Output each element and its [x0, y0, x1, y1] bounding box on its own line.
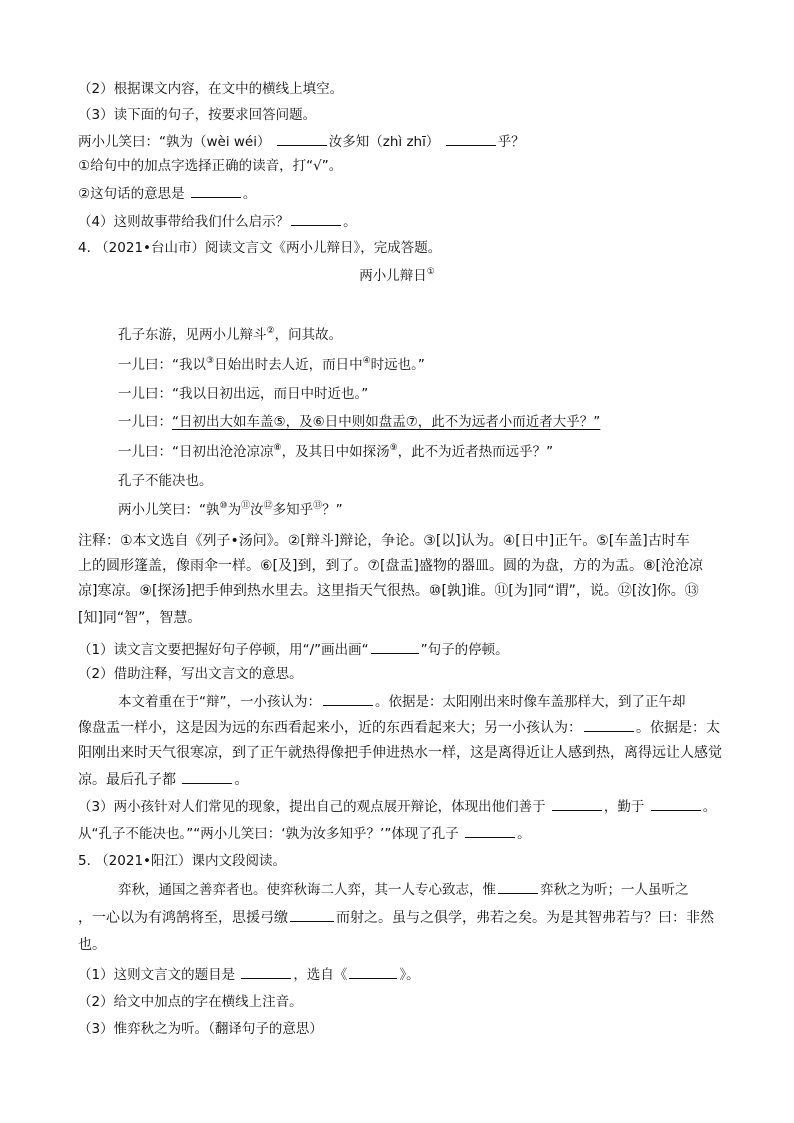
- answer-blank[interactable]: [465, 824, 515, 838]
- answer-blank[interactable]: [182, 770, 232, 784]
- question-text: ，选自《: [293, 967, 348, 983]
- q5-sub2: （2）给文中加点的字在横线上注音。: [78, 994, 303, 1010]
- q4-sub2: （2）借助注释，写出文言文的意思。: [78, 666, 303, 682]
- passage-text: ，一心以为有鸿鹄将至，思援弓缴: [78, 910, 288, 926]
- q3-sentence-part1: 两小儿笑曰：“孰为（wèi wéi）: [78, 134, 271, 150]
- passage-line-6: 孔子不能决也。: [118, 473, 213, 489]
- q3-item2: [78, 184, 724, 203]
- answer-blank[interactable]: [290, 908, 334, 922]
- footnote-marker: ⑬: [313, 501, 323, 511]
- q3-item1: ①给句中的加点字选择正确的读音，打“√”。: [78, 158, 343, 174]
- answer-blank[interactable]: [349, 965, 397, 979]
- q3-item2-text: ②这句话的意思是: [78, 186, 185, 202]
- question-text: 从“孔子不能决也。”“两小儿笑曰：‘孰为汝多知乎？’”体现了孔子: [78, 826, 459, 842]
- notes-line-1: 注释：①本文选自《列子•汤问》。②[辩斗]辩论，争论。③[以]认为。④[日中]正午。⑤[车盖]古时车: [78, 533, 690, 549]
- question-text: 。: [517, 826, 531, 842]
- passage-text: ，及其日中如探汤: [281, 444, 390, 460]
- notes-line-2: 上的圆形篷盖，像雨伞一样。⑥[及]到，到了。⑦[盘盂]盛物的器皿。圆的为盘，方的为盂。⑧[沧沧凉: [78, 558, 703, 574]
- question-text: 。依据是：太: [636, 720, 720, 736]
- passage-text: ？”: [322, 502, 343, 518]
- passage-text: ，问其故。: [274, 327, 343, 343]
- footnote-marker: ⑧: [273, 443, 282, 453]
- passage-line-4: [118, 413, 724, 431]
- passage-text: 孔子东游，见两小儿辩斗: [118, 327, 267, 343]
- notes-line-3: 凉]寒凉。⑨[探汤]把手伸到热水里去。这里指天气很热。⑩[孰]谁。⑪[为]同“谓”，说。⑫[汝]你。⑬: [78, 583, 699, 599]
- underlined-sentence: “日初出大如车盖⑤，及⑥日中则如盘盂⑦，此不为远者小而近者大乎？”: [172, 414, 601, 430]
- passage-line-2: [118, 356, 724, 374]
- passage-line-7: [118, 501, 724, 519]
- q3-sub4: [78, 212, 724, 231]
- footnote-marker: ③: [206, 356, 215, 366]
- q5-intro: 5. （2021•阳江）课内文段阅读。: [78, 853, 286, 869]
- q3-sentence-part2: 汝多知（zhì zhī）: [328, 134, 440, 150]
- answer-blank[interactable]: [446, 132, 496, 146]
- q5-passage-2: [78, 908, 724, 927]
- q4-sub2-para-1: [118, 692, 724, 711]
- passage-text: 弈秋，通国之善弈者也。使弈秋诲二人弈，其一人专心致志，惟: [118, 882, 496, 898]
- q3-sub4-end: 。: [343, 214, 357, 230]
- passage-text: 为: [227, 502, 242, 518]
- question-text: 。: [702, 799, 717, 815]
- q3-sentence-part3: 乎？: [497, 134, 525, 150]
- notes-line-4: [知]同“智”，智慧。: [78, 610, 202, 626]
- q5-passage-3: 也。: [78, 937, 106, 953]
- footnote-marker: ⑪: [241, 501, 251, 511]
- footnote-marker: ⑩: [219, 501, 228, 511]
- question-text: 本文着重在于“辩”，一小孩认为：: [118, 694, 321, 710]
- answer-blank[interactable]: [552, 797, 602, 811]
- passage-text: 而射之。虽与之俱学，弗若之矣。为是其智弗若与？曰：非然: [336, 910, 714, 926]
- q4-sub1: [78, 640, 724, 659]
- q3-sub4-text: （4）这则故事带给我们什么启示？: [78, 214, 290, 230]
- footnote-marker: ⑫: [263, 501, 273, 511]
- q4-sub3: [78, 797, 724, 816]
- passage-text: 一儿曰：“日初出沧沧凉凉: [118, 444, 274, 460]
- q4-intro: 4. （2021•台山市）阅读文言文《两小儿辩日》，完成答题。: [78, 240, 442, 256]
- answer-blank[interactable]: [291, 212, 341, 226]
- q3-item2-end: 。: [242, 186, 257, 202]
- q3-sentence: [78, 132, 724, 151]
- answer-blank[interactable]: [371, 640, 419, 654]
- q5-sub3: （3）惟弈秋之为听。（翻译句子的意思）: [78, 1021, 323, 1037]
- passage-text: 时远也。”: [370, 357, 425, 373]
- footnote-marker: ①: [426, 267, 435, 277]
- q3-sub2: （2）根据课文内容，在文中的横线上填空。: [78, 81, 344, 97]
- passage-text: 一儿曰：“我以: [118, 357, 206, 373]
- question-text: （1）读文言文要把握好句子停顿，用“/”画出画“: [78, 642, 369, 658]
- passage-text: ，此不为近者热而远乎？”: [397, 444, 554, 460]
- answer-blank[interactable]: [584, 718, 634, 732]
- answer-blank[interactable]: [323, 692, 373, 706]
- answer-blank[interactable]: [241, 965, 291, 979]
- q4-passage-title: [0, 267, 794, 285]
- answer-blank[interactable]: [277, 132, 327, 146]
- passage-text: 一儿曰：: [118, 414, 172, 430]
- q4-sub2-para-4: [78, 770, 724, 789]
- answer-blank[interactable]: [498, 880, 538, 894]
- question-text: 像盘盂一样小，这是因为远的东西看起来小，近的东西看起来大；另一小孩认为：: [78, 720, 582, 736]
- footnote-marker: ②: [266, 326, 275, 336]
- passage-line-1: [118, 326, 724, 344]
- question-text: （3）两小孩针对人们常见的现象，提出自己的观点展开辩论，体现出他们善于: [78, 799, 546, 815]
- q4-sub3-cont: [78, 824, 724, 843]
- question-text: ”句子的停顿。: [420, 642, 509, 658]
- question-text: 。: [234, 772, 249, 788]
- q4-sub2-para-2: [78, 718, 724, 737]
- passage-text: 日始出时去人近，而日中: [214, 357, 363, 373]
- q5-sub1: [78, 965, 724, 984]
- answer-blank[interactable]: [651, 797, 701, 811]
- question-text: 。依据是：太阳刚出来时像车盖那样大，到了正午却: [375, 694, 686, 710]
- question-text: ，勤于: [603, 799, 645, 815]
- answer-blank[interactable]: [191, 184, 241, 198]
- q5-passage-1: [118, 880, 724, 899]
- passage-line-3: 一儿曰：“我以日初出远，而日中时近也。”: [118, 386, 369, 402]
- q4-sub2-para-3: 阳刚出来时天气很寒凉，到了正午就热得像把手伸进热水一样，这是离得近让人感到热，离得远让人感觉: [78, 745, 722, 761]
- question-text: （1）这则文言文的题目是: [78, 967, 236, 983]
- passage-text: 两小儿笑曰：“孰: [118, 502, 220, 518]
- q3-sub3: （3）读下面的句子，按要求回答问题。: [78, 107, 317, 123]
- passage-text: 汝: [250, 502, 264, 518]
- passage-text: 多知乎: [272, 502, 314, 518]
- title-text: 两小儿辩日: [359, 268, 427, 284]
- question-text: 凉。最后孔子都: [78, 772, 176, 788]
- footnote-marker: ④: [362, 356, 371, 366]
- question-text: 》。: [399, 967, 420, 983]
- passage-line-5: [118, 443, 724, 461]
- passage-text: 弈秋之为听；一人虽听之: [540, 882, 689, 898]
- footnote-marker: ⑨: [389, 443, 398, 453]
